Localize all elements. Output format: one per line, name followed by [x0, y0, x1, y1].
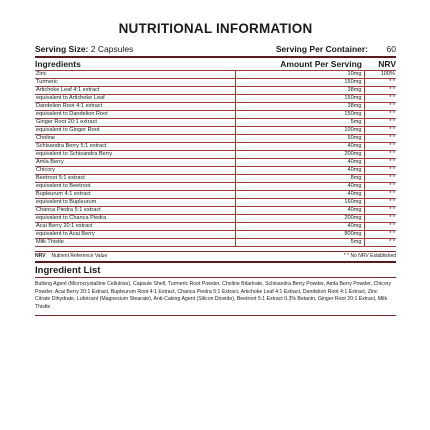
- ingredient-nrv: * *: [364, 143, 396, 151]
- ingredient-amount: 40mg: [235, 143, 364, 151]
- panel-title: NUTRITIONAL INFORMATION: [118, 21, 313, 36]
- table-row: [35, 239, 396, 247]
- ingredient-nrv: * *: [364, 215, 396, 223]
- serving-size-value: 2 Capsules: [90, 44, 134, 54]
- ingredient-amount: 200mg: [235, 215, 364, 223]
- ingredient-name: equivalent to Acai Berry: [35, 231, 235, 239]
- table-row: [35, 183, 396, 191]
- serving-size-label: Serving Size:: [35, 44, 89, 54]
- header-amount: Amount Per Serving: [280, 59, 362, 69]
- nrv-text: Nutrient Reference Value: [51, 253, 108, 259]
- ingredient-amount: 8mg: [235, 175, 364, 183]
- table-row: [35, 71, 396, 79]
- ingredient-nrv: * *: [364, 239, 396, 247]
- ingredient-name: Ginger Root 20:1 extract: [35, 119, 235, 127]
- table-row: [35, 159, 396, 167]
- ingredient-amount: 160mg: [235, 199, 364, 207]
- ingredient-nrv: * *: [364, 159, 396, 167]
- table-body: [35, 71, 396, 247]
- ingredient-amount: 40mg: [235, 191, 364, 199]
- table-row: [35, 167, 396, 175]
- table-row: [35, 79, 396, 87]
- ingredient-name: equivalent to Schisandra Berry: [35, 151, 235, 159]
- ingredient-nrv: * *: [364, 167, 396, 175]
- ingredient-nrv: 100%: [364, 71, 396, 79]
- ingredient-name: Choline: [35, 135, 235, 143]
- ingredient-amount: 38mg: [235, 103, 364, 111]
- ingredient-amount: 200mg: [235, 151, 364, 159]
- ingredient-amount: 150mg: [235, 111, 364, 119]
- table-row: [35, 95, 396, 103]
- ingredient-name: Acai Berry 20:1 extract: [35, 223, 235, 231]
- ingredient-name: equivalent to Beetroot: [35, 183, 235, 191]
- table-row: [35, 191, 396, 199]
- divider: [35, 277, 396, 278]
- ingredient-nrv: * *: [364, 151, 396, 159]
- footnotes: [35, 252, 396, 261]
- ingredient-amount: 40mg: [235, 167, 364, 175]
- ingredient-nrv: * *: [364, 127, 396, 135]
- ingredient-nrv: * *: [364, 79, 396, 87]
- ingredient-nrv: * *: [364, 95, 396, 103]
- ingredient-name: Schisandra Berry 5:1 extract: [35, 143, 235, 151]
- ingredient-amount: 5mg: [235, 239, 364, 247]
- ingredient-nrv: * *: [364, 135, 396, 143]
- table-row: [35, 143, 396, 151]
- table-header-row: [35, 58, 396, 71]
- ingredient-name: Turmeric: [35, 79, 235, 87]
- table-row: [35, 87, 396, 95]
- ingredient-nrv: * *: [364, 111, 396, 119]
- ingredient-name: equivalent to Artichoke Leaf: [35, 95, 235, 103]
- table-row: [35, 207, 396, 215]
- table-row: [35, 223, 396, 231]
- ingredient-name: Beetroot 5:1 extract: [35, 175, 235, 183]
- no-nrv-footnote: * * No NRV Established: [343, 253, 396, 259]
- table-row: [35, 231, 396, 239]
- table-row: [35, 103, 396, 111]
- ingredient-amount: 100mg: [235, 127, 364, 135]
- ingredient-amount: 150mg: [235, 79, 364, 87]
- ingredient-name: Chicory: [35, 167, 235, 175]
- servings-per-container-label: Serving Per Container:: [275, 44, 368, 54]
- table-row: [35, 215, 396, 223]
- ingredient-name: Milk Thistle: [35, 239, 235, 247]
- table-row: [35, 119, 396, 127]
- ingredient-nrv: * *: [364, 191, 396, 199]
- divider: [35, 261, 396, 263]
- nrv-abbr: NRV: [35, 253, 46, 259]
- ingredient-name: Artichoke Leaf 4:1 extract: [35, 87, 235, 95]
- ingredient-amount: 40mg: [235, 183, 364, 191]
- ingredient-name: Chanca Piedra 5:1 extract: [35, 207, 235, 215]
- table-row: [35, 135, 396, 143]
- ingredient-amount: 40mg: [235, 159, 364, 167]
- ingredient-amount: 5mg: [235, 119, 364, 127]
- ingredient-name: Amla Berry: [35, 159, 235, 167]
- ingredient-nrv: * *: [364, 175, 396, 183]
- table-row: [35, 175, 396, 183]
- table-row: [35, 199, 396, 207]
- ingredient-name: equivalent to Chanca Piedra: [35, 215, 235, 223]
- serving-row: [35, 42, 396, 56]
- servings-per-container-value: 60: [386, 44, 396, 54]
- serving-size: [35, 42, 133, 56]
- ingredient-nrv: * *: [364, 207, 396, 215]
- header-ingredients: Ingredients: [35, 59, 81, 69]
- ingredient-amount: 40mg: [235, 223, 364, 231]
- ingredient-amount: 50mg: [235, 135, 364, 143]
- ingredient-nrv: * *: [364, 223, 396, 231]
- ingredient-nrv: * *: [364, 231, 396, 239]
- table-row: [35, 111, 396, 119]
- ingredient-amount: 38mg: [235, 87, 364, 95]
- servings-per-container: [276, 42, 396, 56]
- ingredient-amount: 800mg: [235, 231, 364, 239]
- header-nrv: NRV: [378, 59, 396, 69]
- divider: [35, 315, 396, 316]
- ingredient-name: equivalent to Bupleurum: [35, 199, 235, 207]
- ingredient-nrv: * *: [364, 103, 396, 111]
- ingredient-nrv: * *: [364, 199, 396, 207]
- ingredient-name: Bupleurum 4:1 extract: [35, 191, 235, 199]
- ingredient-nrv: * *: [364, 183, 396, 191]
- nutrition-panel: [35, 18, 396, 316]
- ingredient-name: Zinc: [35, 71, 235, 79]
- ingredient-name: Dandelion Root 4:1 extract: [35, 103, 235, 111]
- ingredient-nrv: * *: [364, 87, 396, 95]
- nutrition-table: [35, 58, 396, 247]
- ingredient-name: equivalent to Dandelion Root: [35, 111, 235, 119]
- ingredient-list-text: Bulking Agent (Microcrystalline Cellulose), Capsule Shell, Turmeric Root Powder, Choline Bitartrate, Schisandra Berry Powder, Amla Berry Powder, Chicory Powder, Acai Berry 20:1 Extract, Bupleurum Root 4:1 Extract, Chanca Piedra 5:1 Extract, Artichoke Leaf 4:1 Extract, Dandelion Root 4:1 Extract, Zinc Citrate Dihydrate, Lubricant (Magnesium Stearate), Anti-Caking Agent (Silicon Dioxide), Beetroot 5:1 Extract 0.3% Betanin, Ginger Root 20:1 Extract, Milk Thistle: [35, 281, 392, 310]
- ingredient-list-title: Ingredient List: [35, 265, 101, 276]
- ingredient-amount: 150mg: [235, 95, 364, 103]
- ingredient-amount: 40mg: [235, 207, 364, 215]
- ingredient-nrv: * *: [364, 119, 396, 127]
- ingredient-name: equivalent to Ginger Root: [35, 127, 235, 135]
- ingredient-amount: 10mg: [235, 71, 364, 79]
- nrv-footnote: [35, 252, 107, 261]
- table-row: [35, 151, 396, 159]
- table-row: [35, 127, 396, 135]
